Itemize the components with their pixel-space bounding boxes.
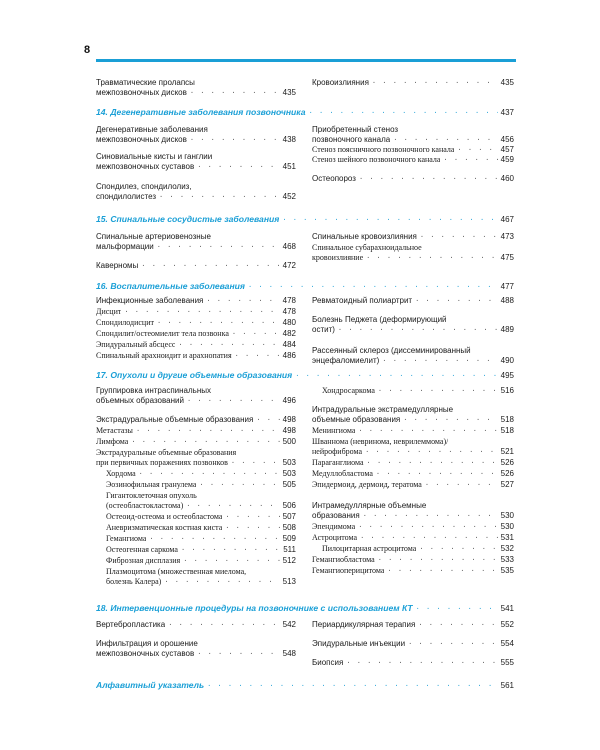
toc-page-number: 477	[500, 282, 514, 291]
dot-leader	[231, 458, 280, 466]
toc-page-number: 521	[500, 447, 514, 456]
toc-page-number: 498	[282, 426, 296, 435]
toc-page-number: 437	[500, 108, 514, 117]
toc-page-number: 500	[282, 437, 296, 446]
toc-entry-title: Инфильтрация и орошение	[96, 639, 198, 648]
toc-entry[interactable]	[96, 78, 296, 87]
toc-entry-title: Спондилит/остеомиелит тела позвонка	[96, 329, 229, 338]
toc-entry-title: объемных образований	[96, 396, 184, 405]
toc-entry-title: Гемангиоперицитома	[312, 566, 385, 575]
toc-entry[interactable]	[312, 522, 514, 531]
dot-leader	[338, 325, 498, 333]
header-rule	[96, 59, 516, 62]
toc-entry-title: Экстрадуральные объемные образования	[96, 415, 254, 424]
toc-page-number: 498	[282, 415, 296, 424]
dot-leader	[183, 556, 279, 564]
toc-entry[interactable]	[96, 125, 296, 134]
toc-entry[interactable]	[106, 556, 296, 565]
toc-entry-title: Шваннома (невринома, неврилеммома)/	[312, 437, 449, 446]
dot-leader	[360, 533, 498, 541]
toc-entry-title: образования	[312, 511, 360, 520]
dot-leader	[378, 386, 498, 394]
page-number: 8	[84, 44, 91, 56]
toc-entry-title: Эпидермоид, дермоид, тератома	[312, 480, 422, 489]
dot-leader	[199, 480, 279, 488]
toc-page-number: 473	[500, 232, 514, 241]
toc-entry-title: 17. Опухоли и другие объемные образования	[96, 370, 293, 380]
dot-leader	[157, 318, 280, 326]
toc-entry-title: межпозвоночных суставов	[96, 162, 195, 171]
toc-entry[interactable]	[96, 351, 296, 360]
toc-entry[interactable]	[106, 577, 296, 586]
toc-entry[interactable]	[96, 261, 296, 270]
toc-entry[interactable]	[96, 649, 296, 658]
toc-entry-title: Параганглиома	[312, 458, 364, 467]
toc-entry-title: Спинальный арахноидит и арахнопатия	[96, 351, 232, 360]
toc-entry-title: Медуллобластома	[312, 469, 373, 478]
toc-entry-title: спондилолистез	[96, 192, 157, 201]
toc-entry-title: 18. Интервенционные процедуры на позвоночнике с использованием КТ	[96, 603, 413, 613]
toc-page-number: 478	[282, 296, 296, 305]
toc-page-number: 435	[500, 78, 514, 87]
dot-leader	[139, 469, 280, 477]
toc-entry-title: межпозвоночных дисков	[96, 88, 187, 97]
toc-entry-title: 16. Воспалительные заболевания	[96, 281, 245, 291]
toc-entry[interactable]	[312, 639, 514, 648]
toc-entry[interactable]	[96, 458, 296, 467]
toc-entry-title: мальформации	[96, 242, 154, 251]
dot-leader	[197, 649, 279, 657]
dot-leader	[124, 307, 279, 315]
dot-leader	[393, 135, 497, 143]
toc-entry[interactable]	[312, 405, 514, 414]
dot-leader	[232, 329, 280, 337]
toc-entry[interactable]	[312, 315, 514, 324]
dot-leader	[309, 108, 498, 116]
toc-entry-title: Эпидуральный абсцесс	[96, 340, 176, 349]
toc-entry[interactable]	[312, 325, 514, 334]
toc-page-number: 530	[500, 522, 514, 531]
toc-chapter-entry[interactable]	[96, 370, 514, 380]
toc-page-number: 472	[282, 261, 296, 270]
toc-entry[interactable]	[312, 125, 514, 134]
dot-leader	[420, 232, 498, 240]
toc-page-number: 438	[282, 135, 296, 144]
toc-entry[interactable]	[312, 555, 514, 564]
toc-page-number: 503	[282, 458, 296, 467]
dot-leader	[366, 253, 498, 261]
toc-entry[interactable]	[96, 386, 296, 395]
toc-entry-title: Дегенеративные заболевания	[96, 125, 208, 134]
toc-entry[interactable]	[312, 458, 514, 467]
toc-chapter-entry[interactable]	[96, 107, 514, 117]
dot-leader	[363, 511, 498, 519]
toc-entry-title: Остеопороз	[312, 174, 356, 183]
toc-page-number: 554	[500, 639, 514, 648]
toc-entry[interactable]	[312, 566, 514, 575]
toc-entry[interactable]	[312, 480, 514, 489]
toc-entry[interactable]	[96, 415, 296, 424]
toc-entry-title: нейрофиброма	[312, 447, 363, 456]
toc-entry-title: Спинальное субарахноидальное	[312, 243, 422, 252]
toc-page-number: 530	[500, 511, 514, 520]
toc-page-number: 459	[500, 155, 514, 164]
toc-page-number: 451	[282, 162, 296, 171]
dot-leader	[225, 523, 279, 531]
toc-entry-title: Метастазы	[96, 426, 133, 435]
toc-entry[interactable]	[312, 253, 514, 262]
toc-entry[interactable]	[312, 533, 514, 542]
dot-leader	[358, 426, 497, 434]
toc-entry[interactable]	[106, 469, 296, 478]
toc-entry[interactable]	[312, 78, 514, 87]
toc-entry[interactable]	[312, 501, 514, 510]
toc-entry-title: Лимфома	[96, 437, 129, 446]
toc-entry[interactable]	[106, 523, 296, 532]
toc-page-number: 526	[500, 469, 514, 478]
toc-entry-title: Интрадуральные экстрамедуллярные	[312, 405, 454, 414]
dot-leader	[181, 545, 280, 553]
toc-entry[interactable]	[312, 145, 514, 154]
toc-entry[interactable]	[96, 329, 296, 338]
toc-page-number: 511	[283, 545, 296, 554]
toc-page-number: 542	[282, 620, 296, 629]
toc-page-number: 526	[500, 458, 514, 467]
dot-leader	[149, 534, 279, 542]
dot-leader	[248, 282, 498, 290]
toc-entry-title: Травматические пролапсы	[96, 78, 195, 87]
toc-page-number: 533	[500, 555, 514, 564]
toc-entry[interactable]	[96, 620, 296, 629]
toc-entry-title: Астроцитома	[312, 533, 358, 542]
dot-leader	[187, 396, 280, 404]
dot-leader	[418, 620, 497, 628]
toc-page-number: 456	[500, 135, 514, 144]
dot-leader	[367, 458, 498, 466]
toc-page-number: 484	[282, 340, 296, 349]
dot-leader	[372, 78, 498, 86]
toc-entry-title: Менингиома	[312, 426, 356, 435]
toc-page-number: 509	[282, 534, 296, 543]
toc-page-number: 489	[500, 325, 514, 334]
dot-leader	[387, 566, 497, 574]
dot-leader	[141, 261, 279, 269]
dot-leader	[206, 296, 279, 304]
toc-entry[interactable]	[96, 152, 296, 161]
toc-entry[interactable]	[96, 437, 296, 446]
dot-leader	[131, 437, 279, 445]
dot-leader	[408, 639, 498, 647]
toc-entry-title: Биопсия	[312, 658, 344, 667]
toc-entry-title: Спондилез, спондилолиз,	[96, 182, 192, 191]
dot-leader	[168, 620, 279, 628]
toc-page-number: 478	[282, 307, 296, 316]
toc-entry-title: позвоночного канала	[312, 135, 391, 144]
toc-entry[interactable]	[312, 296, 514, 305]
toc-page-number: 516	[500, 386, 514, 395]
toc-entry-title: Группировка интраспинальных	[96, 386, 211, 395]
toc-page-number: 452	[282, 192, 296, 201]
toc-entry-title: Периардикулярная терапия	[312, 620, 416, 629]
toc-entry-title: Синовиальные кисты и ганглии	[96, 152, 213, 161]
toc-entry-title: Дисцит	[96, 307, 122, 316]
toc-entry[interactable]	[96, 340, 296, 349]
toc-entry[interactable]	[312, 135, 514, 144]
toc-entry-title: Эпендимома	[312, 522, 356, 531]
toc-entry[interactable]	[96, 296, 296, 305]
toc-entry[interactable]	[312, 415, 514, 424]
dot-leader	[358, 522, 497, 530]
dot-leader	[419, 544, 497, 552]
toc-page-number: 457	[500, 145, 514, 154]
toc-entry-title: Спинальные кровоизлияния	[312, 232, 417, 241]
toc-entry[interactable]	[322, 386, 514, 395]
dot-leader	[157, 242, 280, 250]
toc-entry-title: Стеноз шейного позвоночного канала	[312, 155, 441, 164]
dot-leader	[190, 88, 280, 96]
toc-entry[interactable]	[106, 480, 296, 489]
dot-leader	[378, 555, 498, 563]
toc-chapter-entry[interactable]	[96, 214, 514, 224]
toc-entry-title: Остеоид-остеома и остеобластома	[106, 512, 223, 521]
toc-page-number: 496	[282, 396, 296, 405]
toc-entry-title: остит)	[312, 325, 335, 334]
dot-leader	[415, 296, 498, 304]
toc-page-number: 490	[500, 356, 514, 365]
dot-leader	[359, 174, 498, 182]
toc-entry[interactable]	[96, 448, 296, 457]
toc-entry[interactable]	[312, 437, 514, 446]
toc-page-number: 555	[500, 658, 514, 667]
toc-page-number: 561	[500, 681, 514, 690]
toc-page-number: 468	[282, 242, 296, 251]
toc-entry-title: Спинальные артериовенозные	[96, 232, 211, 241]
toc-entry[interactable]	[312, 426, 514, 435]
toc-entry[interactable]	[312, 243, 514, 252]
toc-page-number: 486	[282, 351, 296, 360]
toc-page-number: 541	[500, 604, 514, 613]
toc-entry-title: Эозинофильная гранулема	[106, 480, 197, 489]
toc-entry-title: Интрамедуллярные объемные	[312, 501, 427, 510]
toc-entry[interactable]	[96, 307, 296, 316]
dot-leader	[425, 480, 498, 488]
toc-entry-title: кровоизлияние	[312, 253, 364, 262]
toc-entry-title: болезнь Калера)	[106, 577, 162, 586]
toc-entry-title: Аневризматическая костная киста	[106, 523, 223, 532]
toc-page-number: 505	[282, 480, 296, 489]
toc-entry-title: Плазмоцитома (множественная миелома,	[106, 567, 247, 576]
toc-entry[interactable]	[96, 426, 296, 435]
dot-leader	[382, 356, 497, 364]
toc-entry-title: Остеогенная саркома	[106, 545, 178, 554]
toc-page-number: 513	[282, 577, 296, 586]
toc-page-number: 518	[500, 426, 514, 435]
toc-entry[interactable]	[106, 491, 296, 500]
toc-page-number: 532	[500, 544, 514, 553]
toc-page-number: 527	[500, 480, 514, 489]
toc-entry[interactable]	[96, 232, 296, 241]
toc-entry-title: Болезнь Педжета (деформирующий	[312, 315, 447, 324]
toc-entry-title: Инфекционные заболевания	[96, 296, 204, 305]
dot-leader	[164, 577, 279, 585]
toc-entry[interactable]	[106, 501, 296, 510]
toc-page-number: 512	[282, 556, 296, 565]
toc-page-number: 475	[500, 253, 514, 262]
toc-entry-title: Хордома	[106, 469, 136, 478]
toc-entry-title: 15. Спинальные сосудистые заболевания	[96, 214, 280, 224]
toc-page-number: 460	[500, 174, 514, 183]
toc-page-number: 535	[500, 566, 514, 575]
toc-page-number: 506	[282, 501, 296, 510]
toc-entry[interactable]	[322, 544, 514, 553]
toc-entry-title: Стеноз поясничного позвоночного канала	[312, 145, 455, 154]
toc-page-number: 552	[500, 620, 514, 629]
toc-entry[interactable]	[312, 232, 514, 241]
toc-page-number: 531	[500, 533, 514, 542]
dot-leader	[376, 469, 498, 477]
dot-leader	[178, 340, 279, 348]
toc-page-number: 495	[500, 371, 514, 380]
dot-leader	[207, 681, 498, 689]
dot-leader	[346, 658, 497, 666]
toc-entry-title: Фиброзная дисплазия	[106, 556, 181, 565]
dot-leader	[136, 426, 280, 434]
toc-page-number: 480	[282, 318, 296, 327]
toc-entry-title: Каверномы	[96, 261, 139, 270]
dot-leader	[186, 501, 279, 509]
toc-entry-title: (остеобластокластома)	[106, 501, 184, 510]
toc-entry-title: Алфавитный указатель	[96, 680, 205, 690]
toc-entry[interactable]	[312, 155, 514, 164]
toc-page-number: 467	[500, 215, 514, 224]
toc-entry[interactable]	[312, 346, 514, 355]
dot-leader	[457, 145, 497, 153]
toc-entry-title: Гигантоклеточная опухоль	[106, 491, 197, 500]
toc-entry-title: Хондросаркома	[322, 386, 375, 395]
toc-entry-title: Экстрадуральные объемные образования	[96, 448, 237, 457]
toc-page-number: 518	[500, 415, 514, 424]
toc-entry[interactable]	[96, 396, 296, 405]
toc-entry-title: Ревматоидный полиартрит	[312, 296, 413, 305]
toc-chapter-entry[interactable]	[96, 281, 514, 291]
toc-entry-title: Эпидуральные инъекции	[312, 639, 406, 648]
toc-entry[interactable]	[312, 356, 514, 365]
toc-entry[interactable]	[96, 88, 296, 97]
dot-leader	[190, 135, 280, 143]
dot-leader	[365, 447, 498, 455]
toc-entry-title: 14. Дегенеративные заболевания позвоночника	[96, 107, 306, 117]
toc-entry[interactable]	[96, 182, 296, 191]
toc-entry[interactable]	[96, 242, 296, 251]
toc-entry-title: Приобретенный стеноз	[312, 125, 399, 134]
toc-entry-title: Гемангиобластома	[312, 555, 375, 564]
toc-entry-title: Вертебропластика	[96, 620, 166, 629]
toc-entry[interactable]	[106, 534, 296, 543]
toc-entry[interactable]	[96, 192, 296, 201]
dot-leader	[235, 351, 280, 359]
toc-page-number: 482	[282, 329, 296, 338]
toc-chapter-entry[interactable]	[96, 603, 514, 613]
toc-entry-title: объемные образования	[312, 415, 401, 424]
toc-entry[interactable]	[106, 545, 296, 554]
toc-entry-title: межпозвоночных суставов	[96, 649, 195, 658]
toc-entry[interactable]	[312, 447, 514, 456]
toc-entry[interactable]	[96, 318, 296, 327]
toc-entry-title: Спондилодисцит	[96, 318, 154, 327]
toc-entry[interactable]	[96, 162, 296, 171]
toc-page-number: 503	[282, 469, 296, 478]
toc-entry-title: Рассеянный склероз (диссеминированный	[312, 346, 471, 355]
toc-entry[interactable]	[96, 135, 296, 144]
toc-entry-title: при первичных поражениях позвонков	[96, 458, 228, 467]
dot-leader	[295, 371, 497, 379]
toc-entry-title: Кровоизлияния	[312, 78, 369, 87]
toc-page-number: 548	[282, 649, 296, 658]
toc-page-number: 508	[282, 523, 296, 532]
toc-entry[interactable]	[312, 469, 514, 478]
toc-page-number: 507	[282, 512, 296, 521]
toc-entry[interactable]	[312, 658, 514, 667]
toc-entry[interactable]	[96, 639, 296, 648]
toc-entry[interactable]	[312, 174, 514, 183]
toc-entry[interactable]	[312, 511, 514, 520]
toc-page-number: 435	[282, 88, 296, 97]
toc-page-number: 488	[500, 296, 514, 305]
dot-leader	[159, 192, 280, 200]
dot-leader	[256, 415, 279, 423]
toc-entry[interactable]	[312, 620, 514, 629]
dot-leader	[443, 155, 497, 163]
toc-chapter-entry[interactable]	[96, 680, 514, 690]
toc-entry[interactable]	[106, 567, 296, 576]
dot-leader	[403, 415, 497, 423]
dot-leader	[225, 512, 279, 520]
toc-entry[interactable]	[106, 512, 296, 521]
dot-leader	[416, 604, 498, 612]
toc-entry-title: энцефаломиелит)	[312, 356, 380, 365]
toc-entry-title: Пилоцитарная астроцитома	[322, 544, 417, 553]
dot-leader	[197, 162, 279, 170]
toc-entry-title: межпозвоночных дисков	[96, 135, 187, 144]
dot-leader	[282, 215, 497, 223]
toc-entry-title: Гемангиома	[106, 534, 147, 543]
